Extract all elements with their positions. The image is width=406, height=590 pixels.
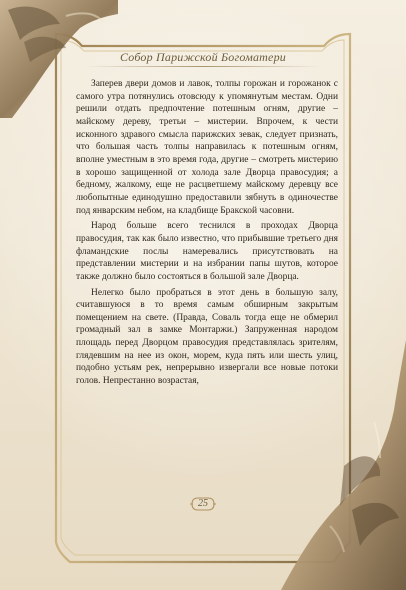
paragraph: Заперев двери домов и лавок, толпы горожан и горожанок с самого утра потянулись отовсюду к упомянутым местам. Одни решили отдать предпочтение потешным огням, другие – майскому дереву, третьи – мистерии. Впрочем, к чести исконного здравого смысла парижских зевак, следует признать, что большая часть толпы направилась к потешным огням, вполне уместным в это время года, другие – смотреть мистерию в хорошо защищенной от холода зале Дворца правосудия; а бедному, жалкому, еще не расцветшему майскому деревцу все любопытные единодушно предоставили зябнуть в одиночестве под январским небом, на кладбище Бракской часовни. [76, 79, 338, 216]
paragraph: Нелегко было пробраться в этот день в большую залу, считавшуюся в то время самым обширным закрытым помещением на свете. (Правда, Соваль тогда еще не обмерил громадный зал в замке Монтаржи.) Запруженная народом площадь перед Дворцом правосудия представлялась зрителям, глядевшим на нее из окон, морем, куда пять или шесть улиц, подобно устьям рек, непрерывно извергали все новые потоки голов. Непрестанно возрастая, [76, 287, 338, 387]
page-number-badge [189, 495, 217, 513]
title-divider [84, 66, 322, 67]
page-title: Собор Парижской Богоматери [120, 50, 286, 64]
paragraph: Народ больше всего теснился в проходах Дворца правосудия, так как было известно, что прибывшие третьего дня фламандские послы намеревались присутствовать на представлении мистерии и на избрании папы шутов, которое также должно было состояться в большой зале Дворца. [76, 221, 338, 282]
page-number: 25 [198, 498, 208, 509]
book-text-body [76, 78, 338, 391]
